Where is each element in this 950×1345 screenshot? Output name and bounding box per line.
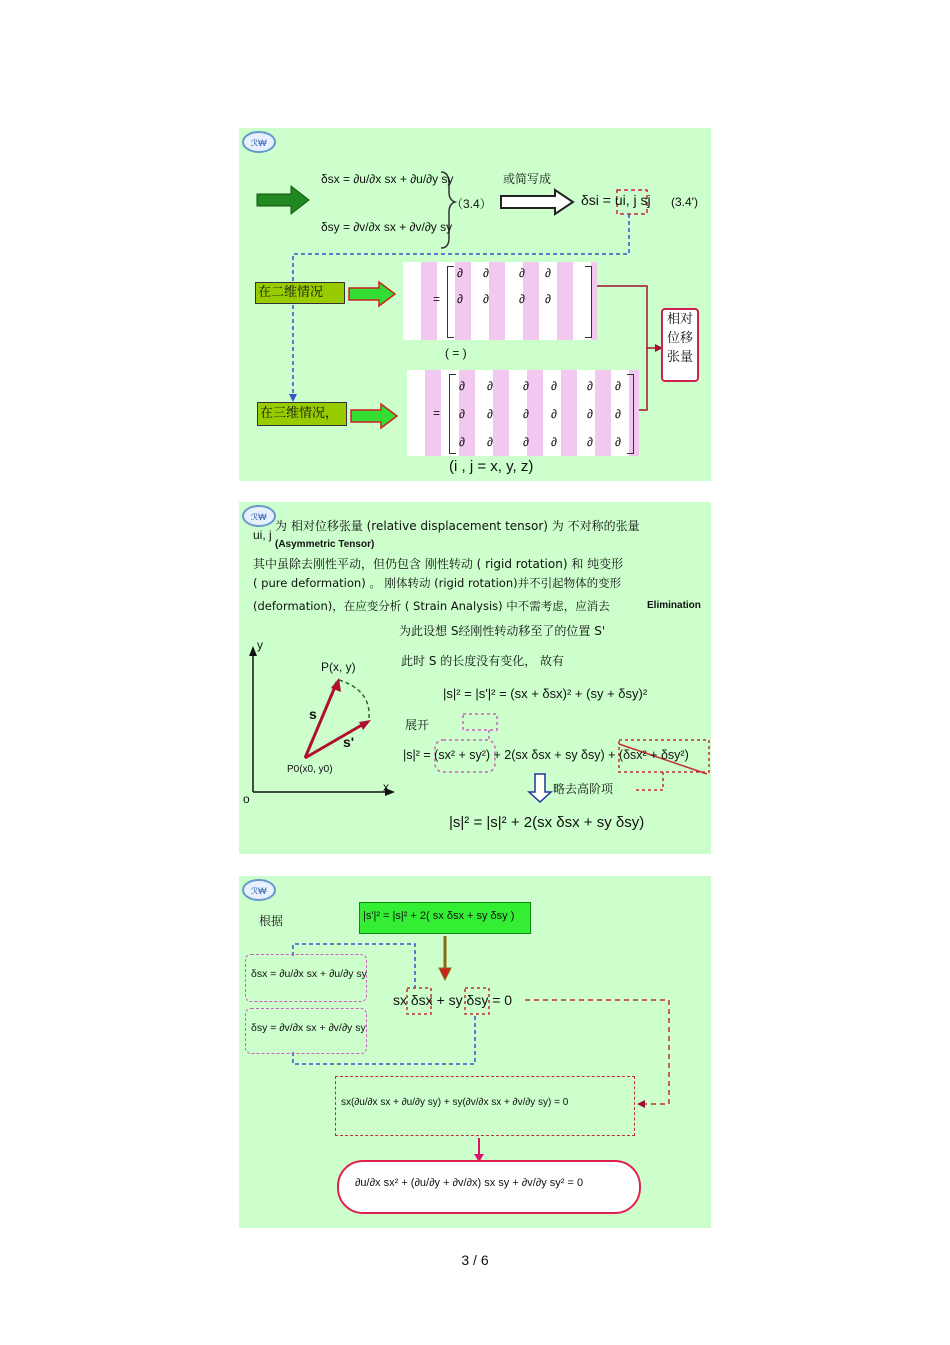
two-d-paren: ( = ) xyxy=(445,346,467,360)
matrix-3d-equals: = xyxy=(433,406,441,420)
matrix-2d-partial: ∂ xyxy=(457,292,463,306)
slide-3 xyxy=(239,876,711,1228)
matrix-3d-partial: ∂ xyxy=(587,435,593,449)
matrix-3d-partial: ∂ xyxy=(459,379,465,393)
sum-eq: sx δsx + sy δsy = 0 xyxy=(393,992,513,1008)
svg-text:ℛ₩: ℛ₩ xyxy=(251,138,267,148)
rel-disp-tensor-line: 位移 xyxy=(666,331,693,346)
drop-high-label: 略去高阶项 xyxy=(553,782,614,796)
uij-symbol: ui, j xyxy=(253,528,272,542)
three-d-paren: (i , j = x, y, z) xyxy=(449,458,534,475)
expand-label: 展开 xyxy=(405,718,430,732)
compact-label: (3.4') xyxy=(671,195,698,209)
slide-1 xyxy=(239,128,711,481)
page-number: 3 / 6 xyxy=(461,1252,489,1268)
eq-dsx: δsx = ∂u/∂x sx + ∂u/∂y sy xyxy=(321,172,454,186)
matrix-2d-partial: ∂ xyxy=(519,266,525,280)
eq-dsy: δsy = ∂v/∂x sx + ∂v/∂y sy xyxy=(321,220,453,234)
matrix-2d-partial: ∂ xyxy=(457,266,463,280)
matrix-3d-partial: ∂ xyxy=(615,379,621,393)
matrix-3d-partial: ∂ xyxy=(487,407,493,421)
matrix-3d-partial: ∂ xyxy=(523,379,529,393)
dsy-eq: δsy = ∂v/∂x sx + ∂v/∂y sy xyxy=(251,1022,366,1034)
basis-label: 根据 xyxy=(259,914,284,928)
matrix-2d-partial: ∂ xyxy=(483,266,489,280)
matrix-2d-equals: = xyxy=(433,292,441,306)
rel-disp-tensor-line: 相对 xyxy=(666,312,693,327)
text-line-1: 为 相对位移张量 (relative displacement tensor) 为 不对称的张量 xyxy=(275,519,640,533)
point-p0-label: P0(x0, y0) xyxy=(287,764,333,775)
matrix-3d-partial: ∂ xyxy=(487,435,493,449)
matrix-3d-partial: ∂ xyxy=(459,407,465,421)
matrix-3d-partial: ∂ xyxy=(487,379,493,393)
matrix-3d-partial: ∂ xyxy=(587,379,593,393)
final-eq: ∂u/∂x sx² + (∂u/∂y + ∂v/∂x) sx sy + ∂v/∂y sy² = 0 xyxy=(355,1177,584,1189)
matrix-3d-partial: ∂ xyxy=(551,379,557,393)
matrix-2d-partial: ∂ xyxy=(519,292,525,306)
text-line-7: 此时 S 的长度没有变化， 故有 xyxy=(401,654,565,668)
two-d-label: 在二维情况 xyxy=(255,282,345,304)
matrix-3d-partial: ∂ xyxy=(523,407,529,421)
vector-s-prime-label: s' xyxy=(343,734,355,750)
matrix-2d-partial: ∂ xyxy=(545,266,551,280)
origin-label: o xyxy=(243,792,250,806)
text-line-2: (Asymmetric Tensor) xyxy=(275,539,375,550)
eq-1: |s|² = |s'|² = (sx + δsx)² + (sy + δsy)² xyxy=(443,686,648,701)
rel-disp-tensor-line: 张量 xyxy=(666,350,693,365)
vector-diagram xyxy=(239,502,711,854)
vector-s-label: s xyxy=(309,706,317,722)
axis-x-label: x xyxy=(383,780,389,794)
text-line-4: ( pure deformation) 。 刚体转动 (rigid rotation)并不引起物体的变形 xyxy=(253,576,622,590)
matrix-2d-partial: ∂ xyxy=(483,292,489,306)
text-elimination: Elimination xyxy=(647,600,701,611)
green-eq: |s'|² = |s|² + 2( sx δsx + sy δsy ) xyxy=(363,910,515,922)
matrix-3d-partials xyxy=(239,128,711,481)
svg-text:ℛ₩: ℛ₩ xyxy=(251,512,267,522)
text-line-6: 为此设想 S经刚性转动移至了的位置 S' xyxy=(399,624,606,638)
point-p-label: P(x, y) xyxy=(321,660,356,674)
eq-2: |s|² = (sx² + sy²) + 2(sx δsx + sy δsy) + (δsx² + δsy²) xyxy=(403,748,689,762)
matrix-2d-partial: ∂ xyxy=(545,292,551,306)
axis-y-label: y xyxy=(257,638,263,652)
svg-text:ℛ₩: ℛ₩ xyxy=(251,886,267,896)
eq-3: |s|² = |s|² + 2(sx δsx + sy δsy) xyxy=(449,814,645,831)
matrix-3d-partial: ∂ xyxy=(551,435,557,449)
matrix-3d-partial: ∂ xyxy=(615,435,621,449)
text-line-3: 其中虽除去刚性平动，但仍包含 刚性转动 ( rigid rotation) 和 纯变形 xyxy=(253,557,624,571)
matrix-3d-partial: ∂ xyxy=(551,407,557,421)
matrix-3d-partial: ∂ xyxy=(615,407,621,421)
compact-eq: δsi = ui, j sj xyxy=(581,192,651,208)
text-line-5: (deformation)，在应变分析 ( Strain Analysis) 中不需考虑，应消去 xyxy=(253,599,610,613)
subst-eq: sx(∂u/∂x sx + ∂u/∂y sy) + sy(∂v/∂x sx + ∂v/∂y sy) = 0 xyxy=(341,1097,569,1108)
three-d-label: 在三维情况， xyxy=(257,402,347,426)
matrix-3d-partial: ∂ xyxy=(523,435,529,449)
dsx-eq: δsx = ∂u/∂x sx + ∂u/∂y sy xyxy=(251,968,367,980)
alt-label: 或简写成 xyxy=(503,172,552,186)
slide-2 xyxy=(239,502,711,854)
matrix-3d-partial: ∂ xyxy=(459,435,465,449)
eq-label: （3.4） xyxy=(451,197,492,211)
matrix-3d-partial: ∂ xyxy=(587,407,593,421)
